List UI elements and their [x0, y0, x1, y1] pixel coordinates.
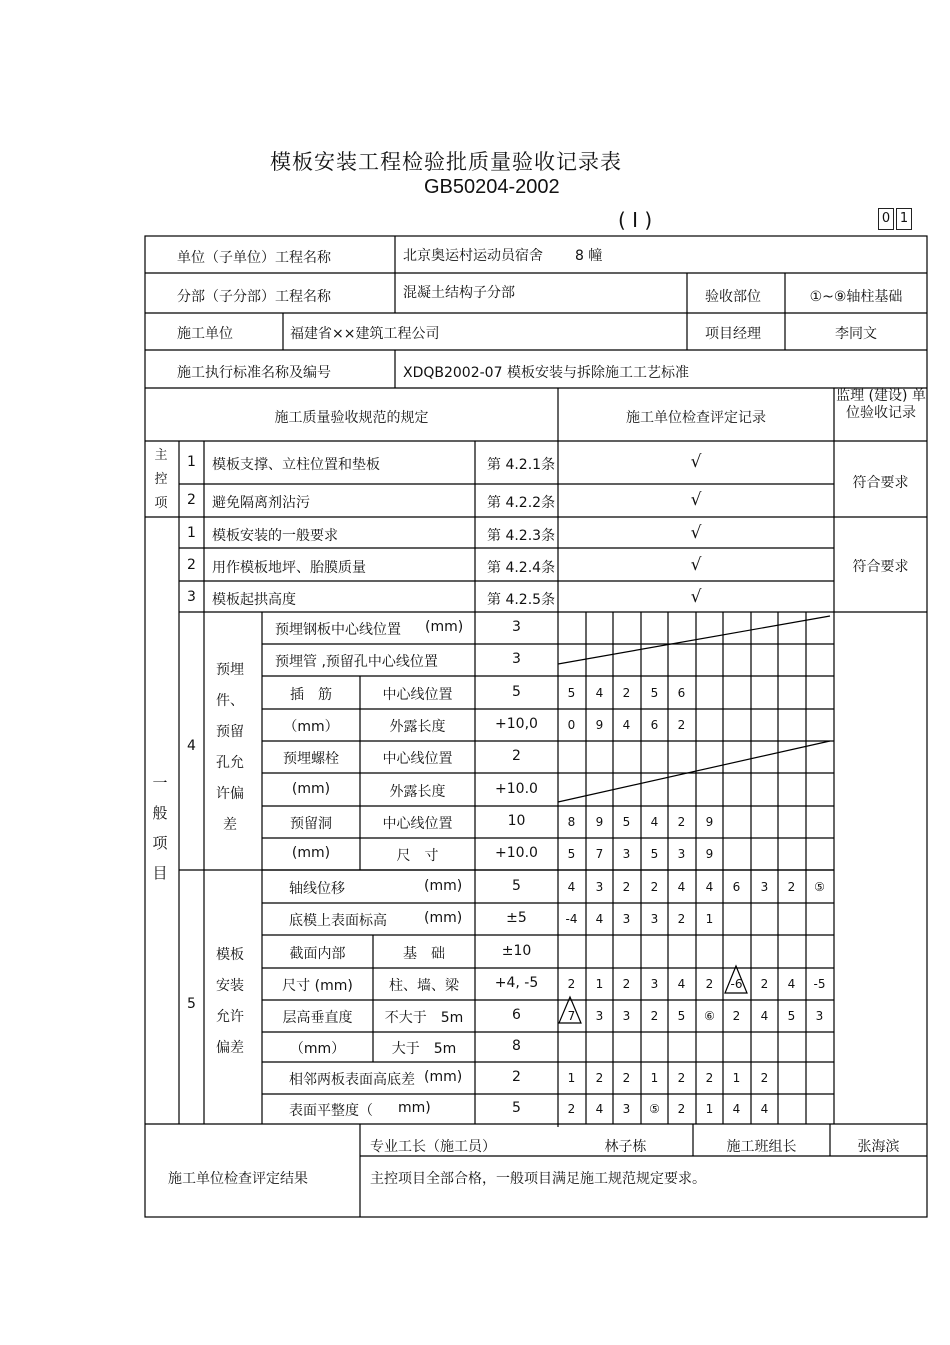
measured-value: 3	[677, 847, 686, 861]
item-number: 1	[187, 524, 196, 541]
division-value: 混凝土结构子分部	[403, 285, 515, 301]
allowed-deviation: 5	[512, 877, 521, 894]
detail-subitem: 基 础	[403, 945, 445, 962]
measured-value: 4	[732, 1102, 741, 1116]
detail-category-unit: (mm)	[291, 845, 331, 861]
measured-value: 9	[705, 815, 714, 829]
embed-no: 4	[187, 738, 196, 754]
supervisor-header: 监理 (建设) 单位验收记录	[836, 388, 926, 421]
item-number: 3	[187, 588, 196, 605]
measured-value: 6	[650, 718, 659, 732]
result-label: 施工单位检查评定结果	[168, 1171, 308, 1187]
item-name: 模板起拱高度	[212, 591, 296, 608]
item-number: 2	[187, 491, 196, 508]
general-group-label: 一般项目	[152, 774, 168, 882]
formwork-group-label: 模板安装允许偏差	[216, 947, 244, 1056]
measured-value: 2	[677, 815, 686, 829]
measured-value: 6	[732, 879, 741, 894]
measured-value: -6	[730, 977, 743, 991]
measured-value: 3	[760, 879, 769, 894]
measured-value: 2	[650, 879, 659, 894]
doc-no-digit: 0	[878, 208, 894, 230]
check-mark: √	[690, 489, 702, 510]
item-clause: 第 4.2.2条	[487, 494, 556, 511]
measured-value: 3	[595, 1009, 604, 1023]
conclusion-text: 主控项目全部合格，一般项目满足施工规范规定要求。	[370, 1171, 706, 1187]
item-number: 2	[187, 556, 196, 573]
detail-category: （mm）	[289, 1041, 346, 1057]
doc-no-digit: 1	[896, 208, 912, 230]
detail-category: 预埋螺栓	[283, 751, 339, 767]
measured-value: 2	[760, 977, 769, 991]
detail-category: 插 筋	[290, 686, 332, 703]
standard-label: 施工执行标准名称及编号	[177, 365, 331, 381]
check-mark: √	[690, 586, 702, 607]
accept-part-value: ①~⑨轴柱基础	[809, 289, 903, 305]
measured-value: 3	[595, 879, 604, 894]
standard-value: XDQB2002-07 模板安装与拆除施工工艺标准	[403, 365, 689, 381]
detail-category: 尺寸 (mm)	[282, 978, 353, 994]
measured-value: 2	[705, 1071, 714, 1085]
check-mark: √	[690, 554, 702, 575]
general-result: 符合要求	[852, 559, 909, 575]
detail-category-unit: (mm)	[291, 780, 331, 797]
measured-value: 2	[622, 1071, 631, 1085]
allowed-deviation: 3	[512, 651, 521, 667]
measured-value: 4	[595, 1102, 604, 1116]
check-mark: √	[690, 522, 702, 543]
form-title: 模板安装工程检验批质量验收记录表	[270, 150, 622, 174]
measured-value: 2	[622, 977, 631, 991]
division-label: 分部（子分部）工程名称	[177, 289, 331, 305]
measured-value: 2	[677, 1071, 686, 1085]
measured-value: 3	[622, 1009, 631, 1023]
measured-value: 5	[650, 847, 659, 861]
allowed-deviation: ±5	[506, 910, 527, 926]
check-header: 施工单位检查评定记录	[626, 410, 766, 426]
measured-value: 4	[622, 718, 631, 732]
detail-subitem: 尺 寸	[396, 848, 439, 864]
measured-value: ⑤	[649, 1102, 660, 1116]
detail-subitem: 柱、墙、梁	[389, 978, 459, 994]
allowed-deviation: +10,0	[495, 716, 538, 732]
detail-subitem: 大于 5m	[391, 1041, 457, 1057]
pm-value: 李同文	[835, 326, 877, 342]
detail-name: 相邻两板表面高底差	[289, 1072, 415, 1088]
measured-value: 3	[622, 1102, 631, 1116]
strike-diagonal	[558, 616, 830, 664]
item-clause: 第 4.2.3条	[487, 527, 556, 544]
unit-value: 北京奥运村运动员宿舍	[403, 248, 543, 264]
measured-value: 7	[567, 1009, 576, 1023]
measured-value: 2	[567, 977, 576, 991]
allowed-deviation: 2	[512, 1069, 521, 1085]
measured-value: ⑤	[814, 879, 825, 894]
standard-code: GB50204-2002	[424, 176, 560, 198]
formwork-no: 5	[187, 996, 196, 1012]
measured-value: 2	[595, 1071, 604, 1085]
detail-name: 底模上表面标高	[289, 913, 387, 929]
measured-value: 5	[567, 847, 576, 861]
measured-value: 2	[677, 912, 686, 926]
detail-unit: (mm)	[424, 910, 463, 926]
measured-value: 6	[677, 685, 686, 700]
measured-value: 1	[732, 1071, 741, 1085]
embed-group-label: 预埋件、预留孔允许偏差	[216, 662, 244, 833]
detail-name: 轴线位移	[289, 880, 345, 897]
allowed-deviation: +4, -5	[494, 975, 539, 991]
measured-value: 3	[650, 977, 659, 991]
foreman-value: 林子栋	[604, 1139, 647, 1155]
item-clause: 第 4.2.4条	[487, 559, 556, 576]
allowed-deviation: 5	[512, 683, 521, 700]
measured-value: 4	[595, 685, 604, 700]
measured-value: 7	[595, 847, 604, 861]
measured-value: 3	[622, 847, 631, 861]
measured-value: 2	[787, 879, 796, 894]
measured-value: -5	[813, 977, 826, 991]
measured-value: 4	[650, 815, 659, 829]
allowed-deviation: 3	[512, 619, 521, 635]
measured-value: 5	[787, 1009, 796, 1023]
measured-value: -4	[565, 912, 578, 926]
allowed-deviation: 6	[512, 1007, 521, 1023]
detail-name: 表面平整度（	[289, 1103, 373, 1119]
item-name: 用作模板地坪、胎膜质量	[212, 559, 366, 576]
measured-value: 3	[622, 912, 631, 926]
measured-value: 2	[622, 685, 631, 700]
measured-value: 3	[650, 912, 659, 926]
measured-value: 4	[567, 879, 576, 894]
detail-name: 预埋钢板中心线位置	[275, 622, 401, 638]
measured-value: 9	[705, 847, 714, 861]
measured-value: 3	[815, 1009, 824, 1023]
detail-category: 预留洞	[290, 816, 332, 832]
item-clause: 第 4.2.5条	[487, 591, 556, 608]
measured-value: 2	[677, 1102, 686, 1116]
item-name: 模板安装的一般要求	[212, 527, 338, 544]
measured-value: 2	[705, 977, 714, 991]
measured-value: 5	[622, 815, 631, 829]
detail-category-unit: （mm）	[283, 719, 339, 735]
main-group-label: 主控项	[154, 448, 168, 511]
measured-value: 4	[787, 977, 796, 991]
allowed-deviation: +10.0	[495, 845, 538, 861]
measured-value: 2	[760, 1071, 769, 1085]
detail-category: 层高垂直度	[282, 1010, 353, 1026]
measured-value: ⑥	[704, 1009, 715, 1023]
detail-subitem: 外露长度	[389, 783, 446, 800]
detail-subitem: 中心线位置	[382, 816, 453, 832]
measured-value: 2	[732, 1009, 741, 1023]
contractor-label: 施工单位	[177, 326, 233, 342]
detail-subitem: 不大于 5m	[384, 1010, 464, 1026]
measured-value: 1	[705, 912, 714, 926]
measured-value: 4	[677, 977, 686, 991]
item-name: 避免隔离剂沾污	[212, 494, 310, 511]
detail-category: 截面内部	[289, 945, 346, 962]
measured-value: 2	[567, 1102, 576, 1116]
leader-label: 施工班组长	[726, 1139, 797, 1155]
measured-value: 4	[760, 1009, 769, 1023]
detail-name: 预埋管 ,预留孔中心线位置	[275, 654, 438, 670]
measured-value: 2	[677, 718, 686, 732]
pm-label: 项目经理	[705, 326, 761, 342]
measured-value: 2	[650, 1009, 659, 1023]
measured-value: 9	[595, 815, 604, 829]
item-number: 1	[187, 453, 196, 470]
measured-value: 4	[677, 879, 686, 894]
unit-building: 8 幢	[575, 248, 603, 264]
measured-value: 1	[595, 977, 604, 991]
allowed-deviation: +10.0	[495, 780, 538, 797]
detail-unit: mm)	[398, 1100, 431, 1116]
detail-subitem: 中心线位置	[382, 751, 453, 767]
allowed-deviation: 8	[512, 1038, 521, 1054]
measured-value: 1	[650, 1071, 659, 1085]
detail-subitem: 外露长度	[389, 719, 446, 735]
allowed-deviation: ±10	[501, 942, 532, 959]
item-name: 模板支撑、立柱位置和垫板	[212, 456, 380, 473]
check-mark: √	[690, 451, 702, 472]
measured-value: 1	[705, 1102, 714, 1116]
measured-value: 5	[677, 1009, 686, 1023]
item-clause: 第 4.2.1条	[487, 456, 556, 473]
accept-part-label: 验收部位	[705, 289, 761, 305]
measured-value: 5	[650, 685, 659, 700]
leader-value: 张海滨	[857, 1139, 900, 1155]
measured-value: 0	[567, 718, 576, 732]
allowed-deviation: 2	[512, 748, 521, 764]
measured-value: 4	[705, 879, 714, 894]
measured-value: 1	[567, 1071, 576, 1085]
detail-unit: (mm)	[425, 619, 464, 635]
allowed-deviation: 5	[512, 1100, 521, 1116]
measured-value: 9	[595, 718, 604, 732]
strike-diagonal	[558, 741, 830, 802]
measured-value: 4	[760, 1102, 769, 1116]
form-subtitle: ( Ⅰ )	[618, 208, 653, 232]
unit-label: 单位（子单位）工程名称	[177, 250, 331, 266]
measured-value: 2	[622, 879, 631, 894]
foreman-label: 专业工长（施工员）	[370, 1139, 496, 1155]
measured-value: 5	[567, 685, 576, 700]
main-result: 符合要求	[852, 475, 909, 491]
allowed-deviation: 10	[507, 813, 526, 829]
detail-subitem: 中心线位置	[382, 686, 453, 703]
contractor-value: 福建省××建筑工程公司	[290, 326, 440, 342]
spec-header: 施工质量验收规范的规定	[274, 410, 429, 426]
detail-unit: (mm)	[424, 877, 463, 894]
detail-unit: (mm)	[424, 1069, 463, 1085]
measured-value: 8	[567, 815, 576, 829]
measured-value: 4	[595, 912, 604, 926]
